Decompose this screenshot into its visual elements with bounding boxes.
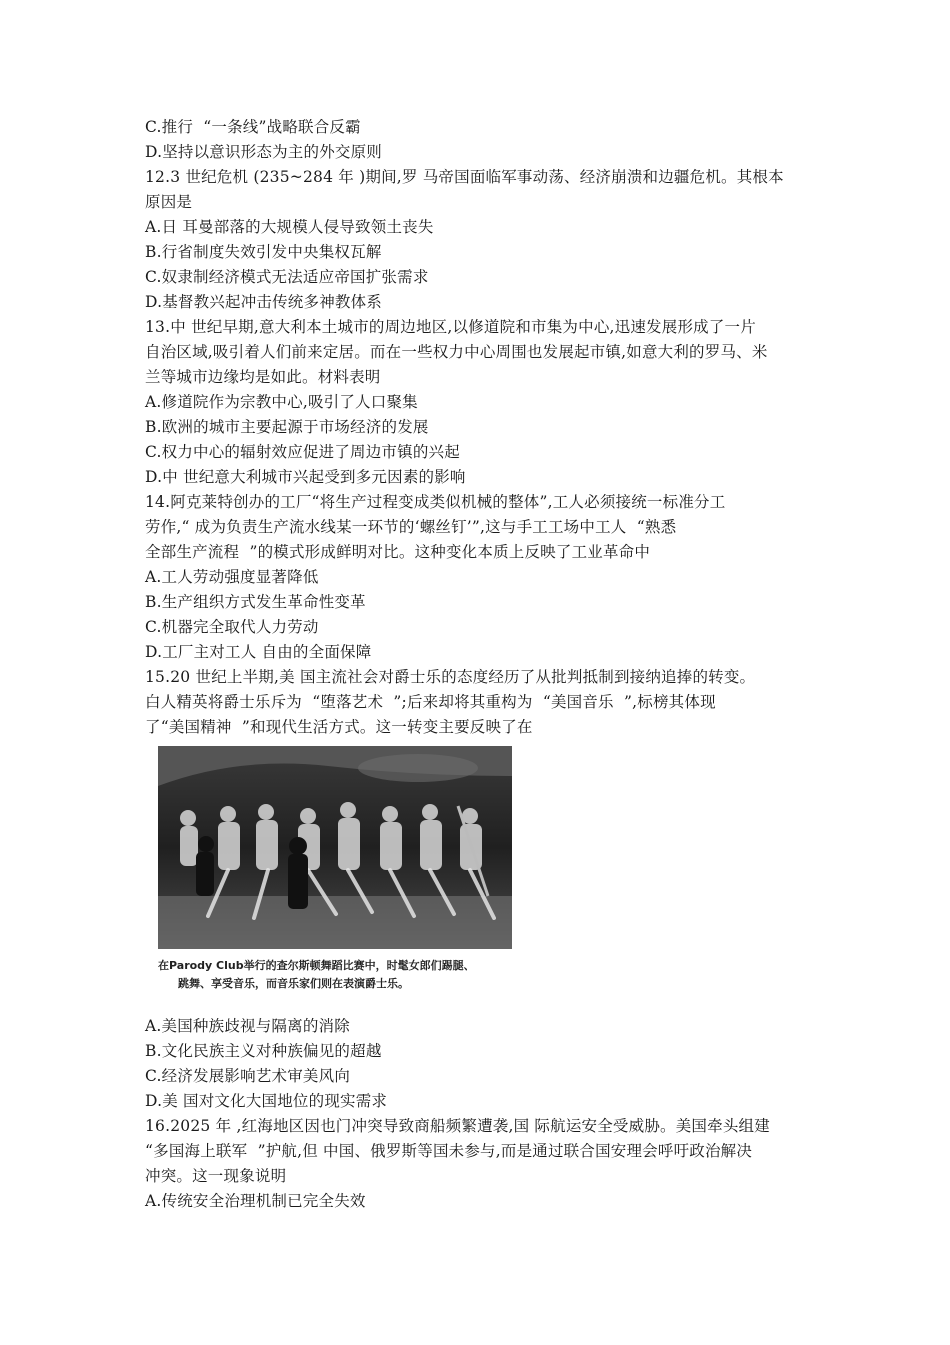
photo-caption-line1: 在Parody Club举行的查尔斯顿舞蹈比赛中，时髦女郎们踢腿、 [158, 959, 475, 972]
option-15d: D.美 国对文化大国地位的现实需求 [145, 1092, 388, 1110]
question-13-stem-line3: 兰等城市边缘均是如此。材料表明 [145, 368, 381, 386]
option-14b: B.生产组织方式发生革命性变革 [145, 593, 366, 611]
question-14-stem-line1: 14.阿克莱特创办的工厂“将生产过程变成类似机械的整体”,工人必须接统一标准分工 [145, 493, 726, 511]
question-13-stem-line2: 自治区域,吸引着人们前来定居。而在一些权力中心周围也发展起市镇,如意大利的罗马、米 [145, 343, 768, 361]
option-15a: A.美国种族歧视与隔离的消除 [145, 1017, 350, 1035]
question-16-stem-line1: 16.2025 年 ,红海地区因也门冲突导致商船频繁遭袭,国 际航运安全受威胁。美国牵头组建 [145, 1117, 770, 1135]
option-15c: C.经济发展影响艺术审美风向 [145, 1067, 351, 1085]
option-12c: C.奴隶制经济模式无法适应帝国扩张需求 [145, 268, 429, 286]
option-16a: A.传统安全治理机制已完全失效 [145, 1192, 366, 1210]
option-12d: D.基督教兴起冲击传统多神教体系 [145, 293, 383, 311]
photo-caption-line2: 跳舞、享受音乐，而音乐家们则在表演爵士乐。 [178, 977, 409, 990]
option-15b: B.文化民族主义对种族偏见的超越 [145, 1042, 382, 1060]
question-12-stem-line2: 原因是 [145, 193, 193, 211]
option-13a: A.修道院作为宗教中心,吸引了人口聚集 [145, 393, 418, 411]
option-13d: D.中 世纪意大利城市兴起受到多元因素的影响 [145, 468, 466, 486]
question-14-stem-line3: 全部生产流程 ”的模式形成鲜明对比。这种变化本质上反映了工业革命中 [145, 543, 651, 561]
option-14c: C.机器完全取代人力劳动 [145, 618, 319, 636]
option-14a: A.工人劳动强度显著降低 [145, 568, 319, 586]
question-12-stem-line1: 12.3 世纪危机 (235~284 年 )期间,罗 马帝国面临军事动荡、经济崩溃和边疆危机。其根本 [145, 168, 784, 186]
option-11c: C.推行 “一条线”战略联合反霸 [145, 118, 361, 136]
question-16-stem-line2: “多国海上联军 ”护航,但 中国、俄罗斯等国未参与,而是通过联合国安理会呼吁政治解决 [145, 1142, 753, 1160]
question-15-stem-line1: 15.20 世纪上半期,美 国主流社会对爵士乐的态度经历了从批判抵制到接纳追捧的转变。 [145, 668, 756, 686]
option-14d: D.工厂主对工人 自由的全面保障 [145, 643, 372, 661]
option-13c: C.权力中心的辐射效应促进了周边市镇的兴起 [145, 443, 460, 461]
option-11d: D.坚持以意识形态为主的外交原则 [145, 143, 383, 161]
question-16-stem-line3: 冲突。这一现象说明 [145, 1167, 287, 1185]
question-13-stem-line1: 13.中 世纪早期,意大利本土城市的周边地区,以修道院和市集为中心,迅速发展形成了一片 [145, 318, 756, 336]
question-14-stem-line2: 劳作,“ 成为负责生产流水线某一环节的‘螺丝钉’”,这与手工工场中工人 “熟悉 [145, 518, 677, 536]
jazz-dance-photo [158, 746, 512, 949]
option-13b: B.欧洲的城市主要起源于市场经济的发展 [145, 418, 429, 436]
option-12a: A.日 耳曼部落的大规模人侵导致领土丧失 [145, 218, 434, 236]
option-12b: B.行省制度失效引发中央集权瓦解 [145, 243, 382, 261]
question-15-stem-line2: 白人精英将爵士乐斥为 “堕落艺术 ”;后来却将其重构为 “美国音乐 ”,标榜其体现 [145, 693, 716, 711]
question-15-stem-line3: 了“美国精神 ”和现代生活方式。这一转变主要反映了在 [145, 718, 533, 736]
